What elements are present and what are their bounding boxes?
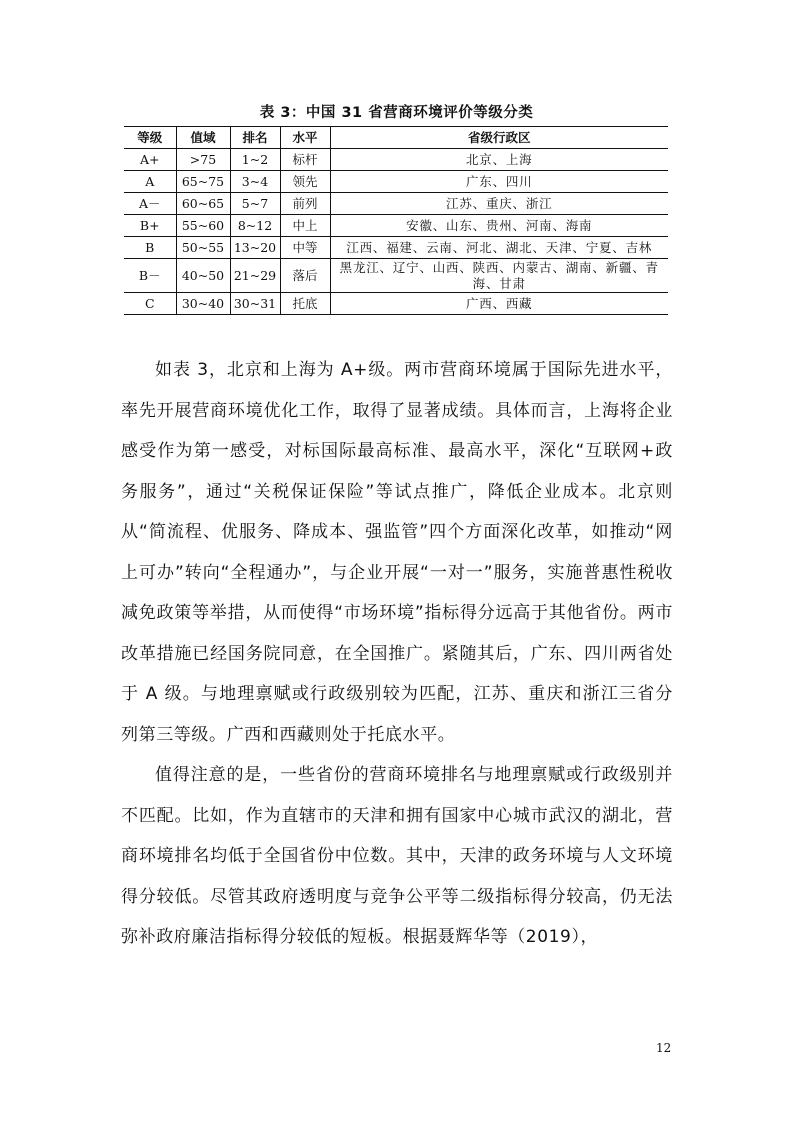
cell-provinces: 北京、上海 bbox=[330, 149, 668, 171]
cell-grade: A bbox=[124, 171, 176, 193]
cell-range: 60~65 bbox=[176, 193, 230, 215]
table-row bbox=[124, 293, 668, 315]
header-provinces: 省级行政区 bbox=[330, 127, 668, 149]
table-caption: 表 3：中国 31 省营商环境评价等级分类 bbox=[259, 105, 534, 121]
table-row bbox=[124, 215, 668, 237]
table-row bbox=[124, 259, 668, 293]
cell-level: 托底 bbox=[280, 293, 330, 315]
cell-provinces: 江西、福建、云南、河北、湖北、天津、宁夏、吉林 bbox=[330, 237, 668, 259]
cell-rank: 13~20 bbox=[230, 237, 280, 259]
cell-provinces: 黑龙江、辽宁、山西、陕西、内蒙古、湖南、新疆、青海、甘肃 bbox=[330, 259, 668, 293]
cell-rank: 21~29 bbox=[230, 259, 280, 293]
cell-provinces: 安徽、山东、贵州、河南、海南 bbox=[330, 215, 668, 237]
cell-level: 领先 bbox=[280, 171, 330, 193]
cell-level: 前列 bbox=[280, 193, 330, 215]
cell-level: 中等 bbox=[280, 237, 330, 259]
cell-provinces: 广东、四川 bbox=[330, 171, 668, 193]
cell-grade: A+ bbox=[124, 149, 176, 171]
cell-rank: 8~12 bbox=[230, 215, 280, 237]
table-row bbox=[124, 149, 668, 171]
cell-level: 标杆 bbox=[280, 149, 330, 171]
table-header-row bbox=[124, 127, 668, 149]
body-text bbox=[121, 350, 673, 958]
header-level: 水平 bbox=[280, 127, 330, 149]
header-grade: 等级 bbox=[124, 127, 176, 149]
cell-grade: B－ bbox=[124, 259, 176, 293]
cell-grade: B+ bbox=[124, 215, 176, 237]
cell-level: 落后 bbox=[280, 259, 330, 293]
header-rank: 排名 bbox=[230, 127, 280, 149]
page-number: 12 bbox=[656, 1041, 672, 1055]
cell-range: 65~75 bbox=[176, 171, 230, 193]
cell-provinces: 江苏、重庆、浙江 bbox=[330, 193, 668, 215]
table-row bbox=[124, 193, 668, 215]
cell-grade: B bbox=[124, 237, 176, 259]
cell-rank: 5~7 bbox=[230, 193, 280, 215]
cell-grade: C bbox=[124, 293, 176, 315]
cell-rank: 3~4 bbox=[230, 171, 280, 193]
cell-rank: 1~2 bbox=[230, 149, 280, 171]
cell-range: >75 bbox=[176, 149, 230, 171]
cell-range: 30~40 bbox=[176, 293, 230, 315]
cell-provinces: 广西、西藏 bbox=[330, 293, 668, 315]
cell-range: 50~55 bbox=[176, 237, 230, 259]
table-row bbox=[124, 237, 668, 259]
grade-table bbox=[124, 126, 668, 315]
header-range: 值域 bbox=[176, 127, 230, 149]
table-row bbox=[124, 171, 668, 193]
paragraph: 值得注意的是，一些省份的营商环境排名与地理禀赋或行政级别并不匹配。比如，作为直辖市的天津和拥有国家中心城市武汉的湖北，营商环境排名均低于全国省份中位数。其中，天津的政务环境与人文环境得分较低。尽管其政府透明度与竞争公平等二级指标得分较高，仍无法弥补政府廉洁指标得分较低的短板。根据聂辉华等（2019）， bbox=[121, 765, 673, 947]
cell-rank: 30~31 bbox=[230, 293, 280, 315]
cell-grade: A－ bbox=[124, 193, 176, 215]
cell-range: 40~50 bbox=[176, 259, 230, 293]
paragraph: 如表 3，北京和上海为 A+级。两市营商环境属于国际先进水平，率先开展营商环境优化工作，取得了显著成绩。具体而言，上海将企业感受作为第一感受，对标国际最高标准、最高水平，深化“互联网+政务服务”，通过“关税保证保险”等试点推广，降低企业成本。北京则从“简流程、优服务、降成本、强监管”四个方面深化改革，如推动“网上可办”转向“全程通办”，与企业开展“一对一”服务，实施普惠性税收减免政策等举措，从而使得“市场环境”指标得分远高于其他省份。两市改革措施已经国务院同意，在全国推广。紧随其后，广东、四川两省处于 A 级。与地理禀赋或行政级别较为匹配，江苏、重庆和浙江三省分列第三等级。广西和西藏则处于托底水平。 bbox=[121, 360, 673, 745]
cell-range: 55~60 bbox=[176, 215, 230, 237]
cell-level: 中上 bbox=[280, 215, 330, 237]
